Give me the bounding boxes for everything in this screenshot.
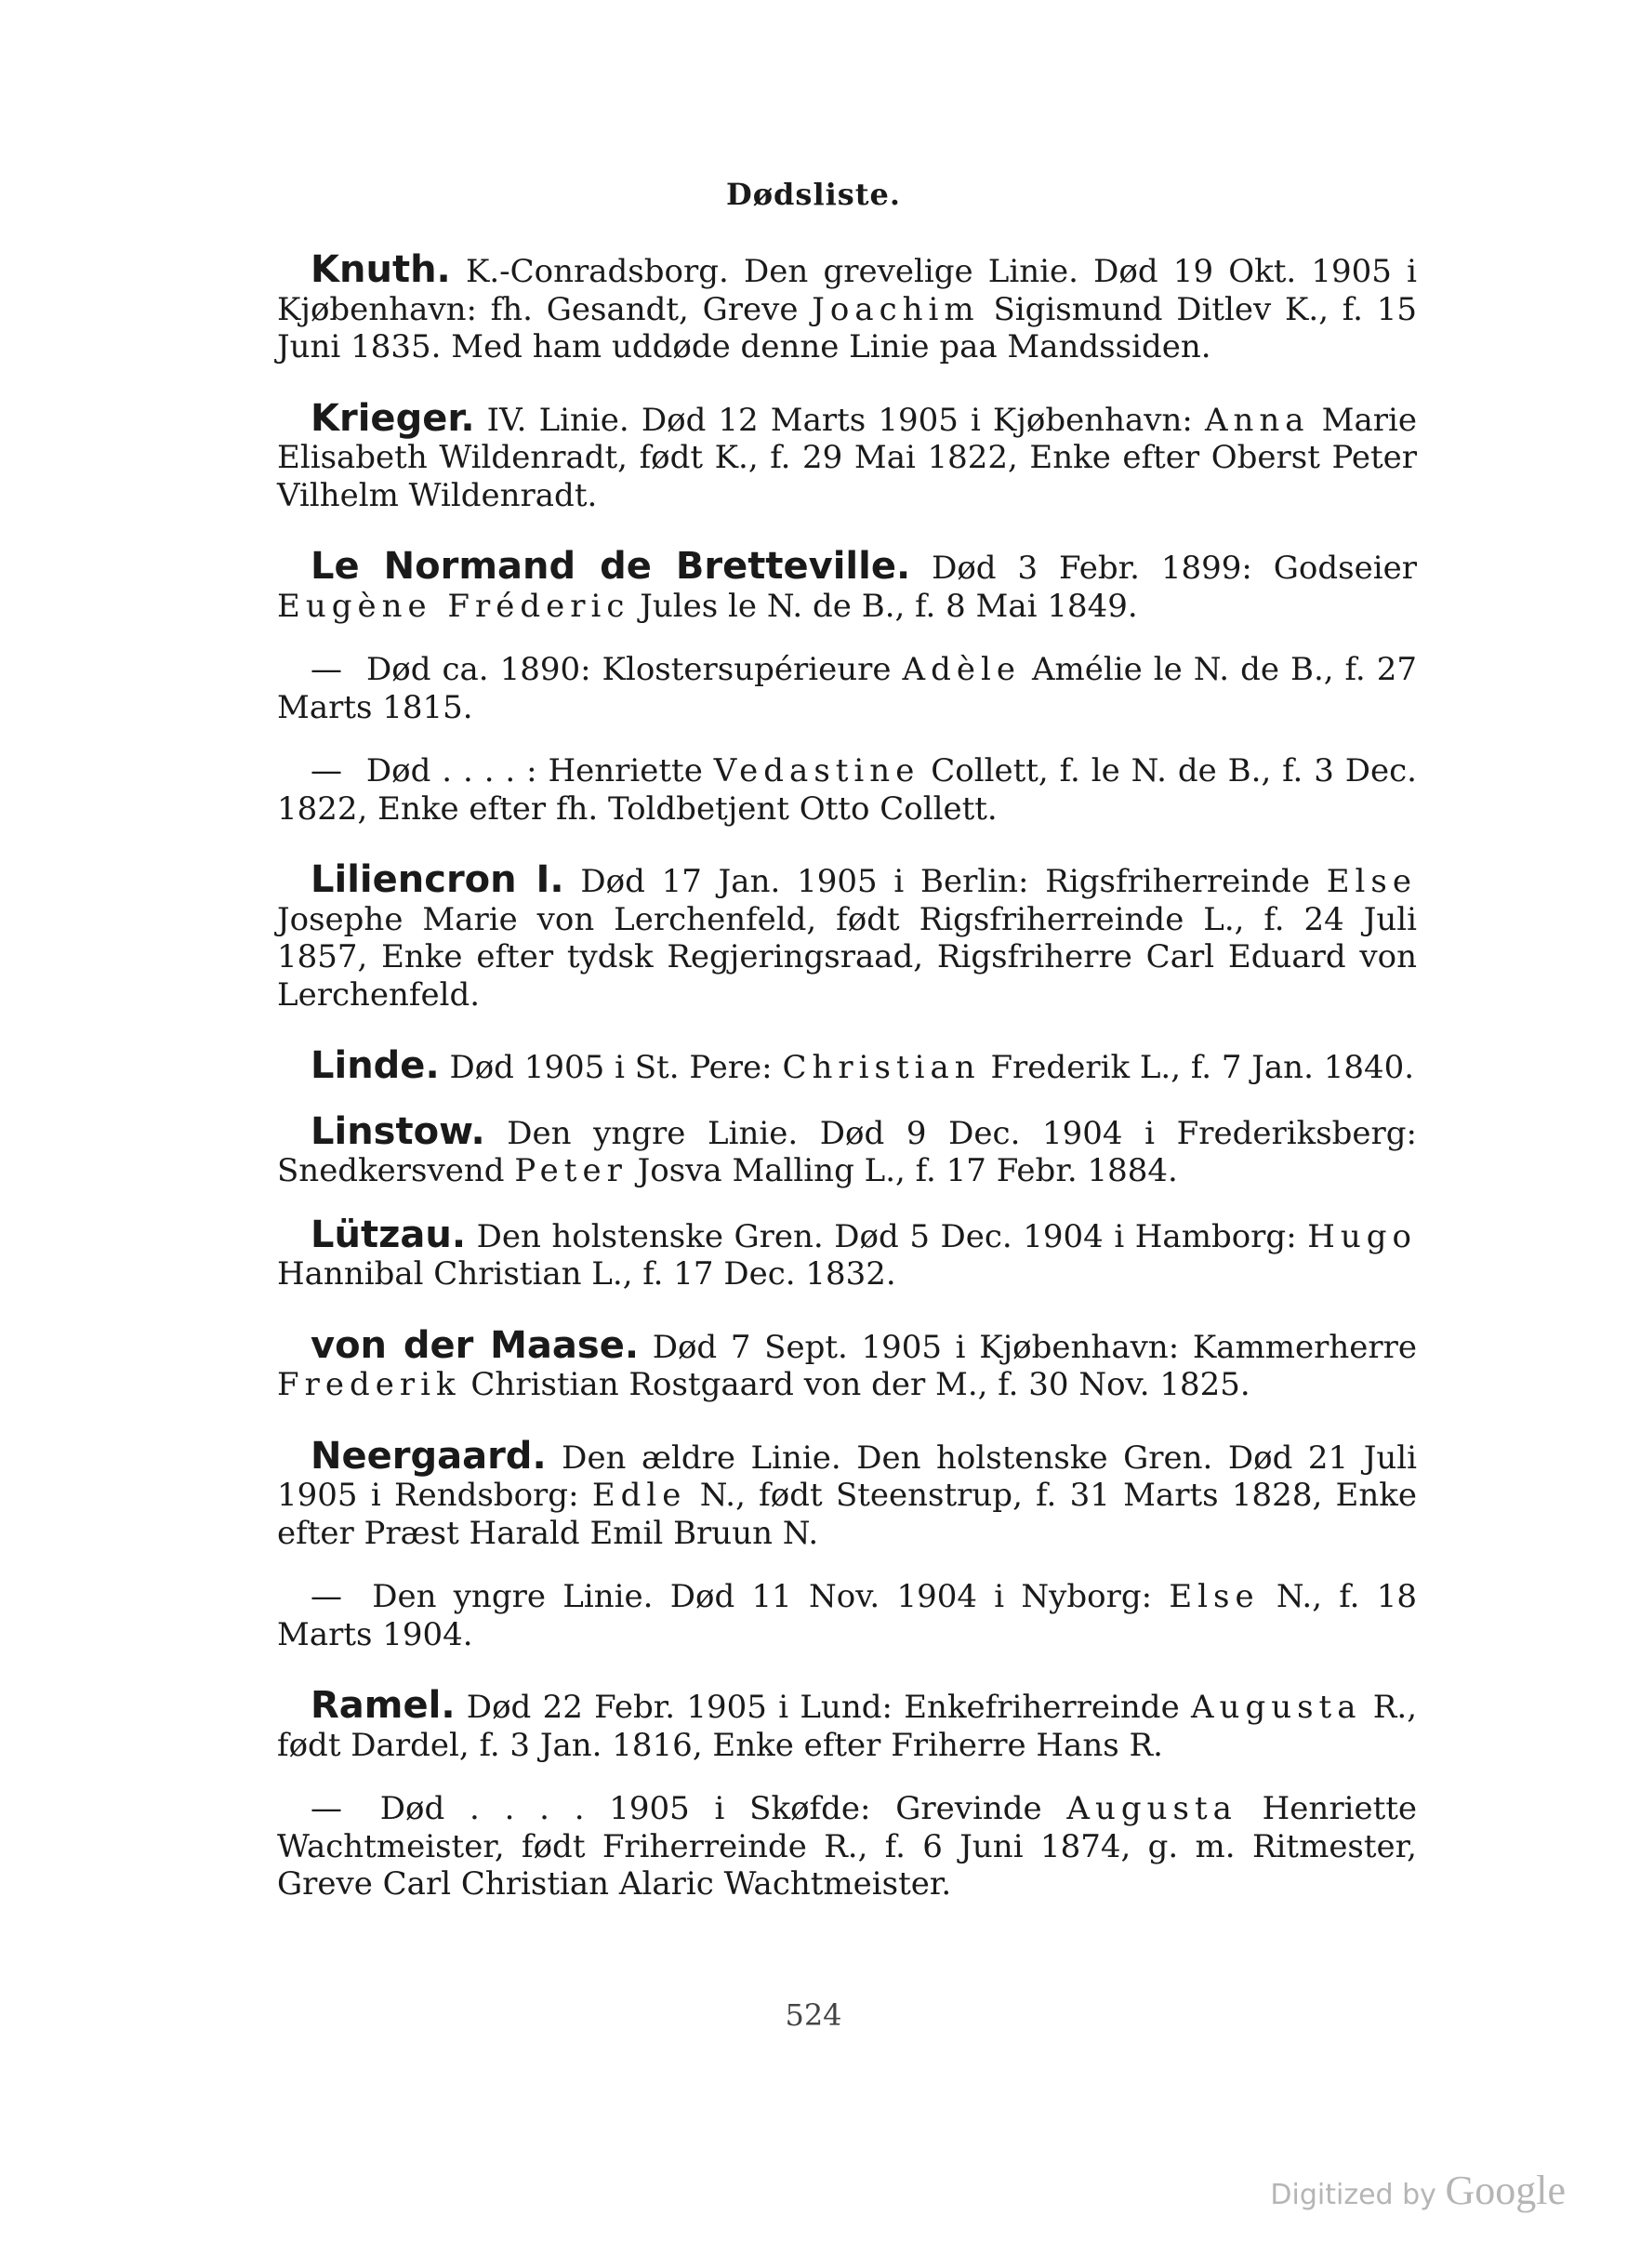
- family-name: von der Maase.: [311, 1323, 640, 1367]
- entry-text: N., f. 18 Marts 1904.: [277, 1578, 1417, 1653]
- entry-text: Den holstenske Gren. Død 5 Dec. 1904 i Hamborg:: [466, 1217, 1308, 1255]
- entry-text: Josephe Marie von Lerchenfeld, født Rigsfriherreinde L., f. 24 Juli 1857, Enke efter tydsk Regjeringsraad, Rigsfriherre Carl Eduard von Lerchenfeld.: [277, 900, 1417, 1014]
- entry-text: Marie Elisabeth Wildenradt, født K., f. 29 Mai 1822, Enke efter Oberst Peter Vilhelm Wildenradt.: [277, 401, 1417, 514]
- spaced-name: Hugo: [1307, 1217, 1417, 1255]
- entry-text: Død 3 Febr. 1899: Godseier: [910, 550, 1417, 587]
- entry-le-normand: [277, 545, 1417, 625]
- entry-ramel-2: [277, 1790, 1417, 1903]
- entry-text: Død 1905 i St. Pere:: [439, 1049, 783, 1086]
- entry-text: Død 17 Jan. 1905 i Berlin: Rigsfriherreinde: [563, 863, 1327, 900]
- family-name: Ramel.: [311, 1684, 456, 1727]
- family-name: Liliencron I.: [311, 858, 564, 901]
- continuation-dash: —: [311, 752, 342, 789]
- entry-liliencron: [277, 858, 1417, 1014]
- entry-text: K.-Conradsborg. Den grevelige Linie. Død 19 Okt. 1905 i Kjøbenhavn: fh. Gesandt, Greve: [277, 253, 1417, 328]
- entry-ramel: [277, 1684, 1418, 1764]
- entry-text: Den ældre Linie. Den holstenske Gren. Død 21 Juli 1905 i Rendsborg:: [277, 1439, 1417, 1514]
- family-name: Linstow.: [311, 1109, 485, 1153]
- entry-text: Josva Malling L., f. 17 Febr. 1884.: [627, 1152, 1178, 1189]
- spaced-name: Joachim: [812, 290, 980, 328]
- entry-text: Collett, f. le N. de B., f. 3 Dec. 1822, Enke efter fh. Toldbetjent Otto Collett.: [277, 752, 1417, 828]
- spaced-name: Adèle: [902, 651, 1021, 688]
- entry-von-der-maase: [277, 1323, 1417, 1404]
- spaced-name: Else: [1169, 1578, 1260, 1615]
- entry-text: Død ca. 1890: Klostersupérieure: [355, 651, 903, 688]
- spaced-name: Augusta: [1191, 1689, 1362, 1726]
- spaced-name: Vedastine: [713, 752, 920, 789]
- entry-text: Amélie le N. de B., f. 27 Marts 1815.: [277, 651, 1417, 726]
- watermark-prefix: Digitized by: [1270, 2179, 1436, 2211]
- family-name: Lützau.: [311, 1213, 467, 1256]
- continuation-dash: —: [311, 1790, 342, 1827]
- entry-krieger: [277, 396, 1417, 515]
- entry-text: Jules le N. de B., f. 8 Mai 1849.: [629, 587, 1138, 625]
- entry-neergaard: [277, 1434, 1417, 1553]
- death-list: [277, 248, 1418, 1937]
- entry-lutzau: [277, 1213, 1417, 1293]
- entry-linstow: [277, 1109, 1417, 1190]
- spaced-name: Anna: [1204, 401, 1310, 439]
- page-title: Dødsliste.: [725, 177, 902, 212]
- watermark-brand: Google: [1445, 2168, 1566, 2213]
- family-name: Krieger.: [311, 396, 475, 440]
- entry-text: Christian Rostgaard von der M., f. 30 Nov. 1825.: [460, 1366, 1250, 1403]
- family-name: Linde.: [311, 1044, 440, 1087]
- entry-text: Hannibal Christian L., f. 17 Dec. 1832.: [277, 1255, 896, 1293]
- entry-text: Død . . . . : Henriette: [355, 752, 714, 789]
- page-number: 524: [785, 1997, 842, 2033]
- family-name: Le Normand de Bretteville.: [311, 545, 911, 588]
- entry-text: IV. Linie. Død 12 Marts 1905 i Kjøbenhavn:: [474, 401, 1205, 439]
- continuation-dash: —: [311, 651, 342, 688]
- continuation-dash: —: [311, 1578, 342, 1615]
- spaced-name: Eugène Fréderic: [277, 587, 630, 625]
- digitized-watermark: [1270, 2167, 1566, 2214]
- spaced-name: Augusta: [1066, 1790, 1237, 1827]
- spaced-name: Edle: [591, 1477, 687, 1514]
- entry-le-normand-2: [277, 651, 1417, 726]
- entry-text: Frederik L., f. 7 Jan. 1840.: [980, 1049, 1415, 1086]
- family-name: Neergaard.: [311, 1434, 547, 1478]
- spaced-name: Else: [1326, 863, 1417, 900]
- entry-text: R., født Dardel, f. 3 Jan. 1816, Enke efter Friherre Hans R.: [277, 1689, 1418, 1764]
- spaced-name: Christian: [782, 1049, 981, 1086]
- entry-neergaard-2: [277, 1578, 1417, 1653]
- entry-linde: [277, 1044, 1417, 1087]
- entry-text: N., født Steenstrup, f. 31 Marts 1828, Enke efter Præst Harald Emil Bruun N.: [277, 1477, 1417, 1552]
- entry-text: Død 22 Febr. 1905 i Lund: Enkefriherreinde: [455, 1689, 1191, 1726]
- entry-text: Sigismund Ditlev K., f. 15 Juni 1835. Med ham uddøde denne Linie paa Mandssiden.: [277, 290, 1417, 365]
- entry-knuth: [277, 248, 1417, 366]
- family-name: Knuth.: [311, 248, 451, 291]
- spaced-name: Frederik: [277, 1366, 461, 1403]
- spaced-name: Peter: [514, 1152, 628, 1189]
- entry-text: Den yngre Linie. Død 9 Dec. 1904 i Frederiksberg: Snedkersvend: [277, 1114, 1417, 1189]
- entry-le-normand-3: [277, 752, 1417, 828]
- entry-text: Henriette Wachtmeister, født Friherreinde R., f. 6 Juni 1874, g. m. Ritmester, Greve Carl Christian Alaric Wachtmeister.: [277, 1790, 1418, 1903]
- entry-text: Den yngre Linie. Død 11 Nov. 1904 i Nyborg:: [355, 1578, 1170, 1615]
- entry-text: Død . . . . 1905 i Skøfde: Grevinde: [355, 1790, 1067, 1827]
- entry-text: Død 7 Sept. 1905 i Kjøbenhavn: Kammerherre: [639, 1328, 1417, 1366]
